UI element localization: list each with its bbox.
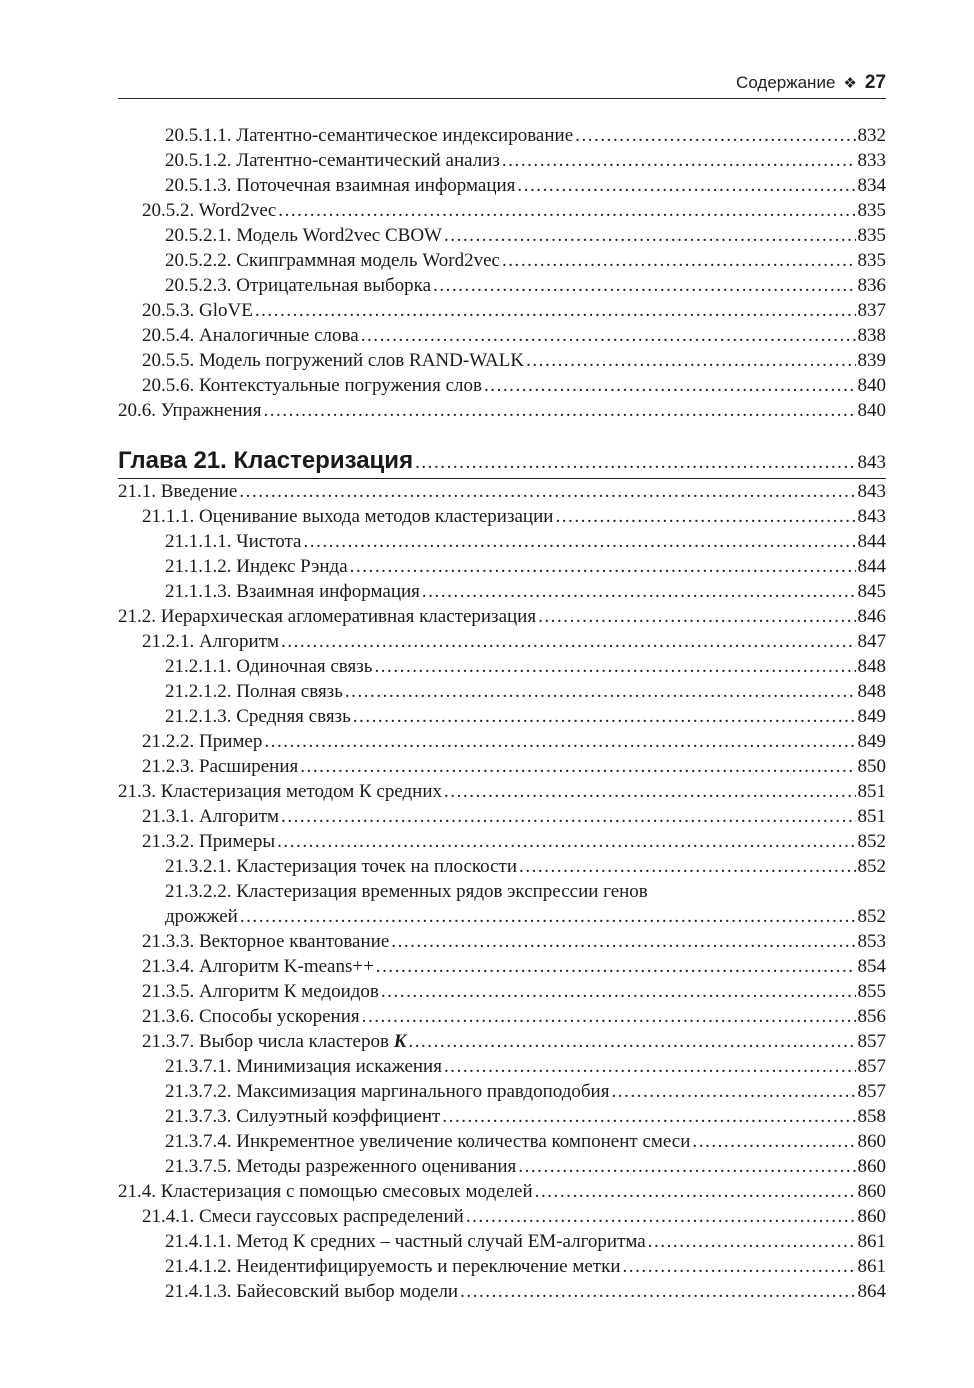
toc-entry-text: 21.1.1. Оценивание выхода методов кластеризации (142, 506, 554, 527)
dot-leader (535, 1179, 856, 1204)
toc-entry[interactable] (118, 729, 886, 754)
toc-entry[interactable] (118, 604, 886, 629)
toc-entry-text: 21.3.7.3. Силуэтный коэффициент (165, 1106, 441, 1127)
dot-leader (692, 1129, 855, 1154)
toc-entry[interactable] (118, 754, 886, 779)
math-k: K (393, 1031, 407, 1052)
chapter-page: 843 (857, 452, 886, 473)
dot-leader (374, 654, 855, 679)
toc-entry[interactable] (118, 629, 886, 654)
toc-entry-text: 20.5.3. GloVE (142, 300, 253, 321)
toc-entry-text: 20.5.6. Контекстуальные погружения слов (142, 375, 482, 396)
running-header (118, 72, 886, 95)
toc-entry-page: 839 (857, 350, 886, 371)
toc-entry-text: 21.3.7.5. Методы разреженного оценивания (165, 1156, 517, 1177)
toc-entry-text: дрожжей (165, 906, 238, 927)
toc-entry-page: 848 (857, 656, 886, 677)
dot-leader (362, 1004, 856, 1029)
toc-entry[interactable] (118, 1129, 886, 1154)
toc-entry-page: 852 (857, 856, 886, 877)
toc-entry[interactable] (118, 223, 886, 248)
toc-entry[interactable] (118, 829, 886, 854)
toc-entry[interactable] (118, 504, 886, 529)
toc-entry-text: 21.3.6. Способы ускорения (142, 1006, 360, 1027)
toc-entry-page: 855 (857, 981, 886, 1002)
toc-entry-page: 860 (857, 1156, 886, 1177)
dot-leader (263, 398, 855, 423)
toc-entry-page: 852 (857, 831, 886, 852)
toc-entry-text: 21.2.3. Расширения (142, 756, 299, 777)
dot-leader (255, 298, 856, 323)
toc-entry-page: 843 (857, 481, 886, 502)
toc-entry-page: 844 (857, 556, 886, 577)
toc-group-c (118, 1054, 886, 1304)
toc-entry[interactable] (118, 1054, 886, 1079)
toc-entry-text: 21.2.1.3. Средняя связь (165, 706, 351, 727)
toc-entry-page: 853 (857, 931, 886, 952)
toc-entry-page: 849 (857, 706, 886, 727)
toc-entry-page: 847 (857, 631, 886, 652)
toc-entry-text: 21.2.2. Пример (142, 731, 263, 752)
toc-entry-page: 858 (857, 1106, 886, 1127)
toc-entry[interactable] (118, 273, 886, 298)
toc-entry-page: 857 (857, 1031, 886, 1052)
dot-leader (350, 554, 856, 579)
toc-entry[interactable] (118, 579, 886, 604)
toc-entry[interactable] (118, 1229, 886, 1254)
toc-entry-line1: 21.3.2.2. Кластеризация временных рядов экспрессии генов (165, 881, 648, 902)
dot-leader (376, 954, 856, 979)
dot-leader (442, 1104, 855, 1129)
toc-entry-page: 845 (857, 581, 886, 602)
toc-entry-text: 20.5.1.2. Латентно-семантический анализ (165, 150, 500, 171)
toc-entry-text: 21.1. Введение (118, 481, 238, 502)
dot-leader (575, 123, 855, 148)
chapter-heading[interactable] (118, 448, 886, 473)
toc-entry-page: 837 (857, 300, 886, 321)
toc-entry-page: 848 (857, 681, 886, 702)
toc-entry-page: 838 (857, 325, 886, 346)
dot-leader (281, 629, 855, 654)
dot-leader (277, 829, 855, 854)
toc-entry[interactable] (118, 854, 886, 879)
toc-entry-text: 21.4.1.2. Неидентифицируемость и переключение метки (165, 1256, 621, 1277)
toc-entry-text: 21.3.5. Алгоритм К медоидов (142, 981, 379, 1002)
dot-leader (433, 273, 855, 298)
toc-entry-text: 21.2.1. Алгоритм (142, 631, 280, 652)
toc-group-b (118, 929, 886, 1029)
toc-entry[interactable] (118, 979, 886, 1004)
toc-entry-page: 857 (857, 1081, 886, 1102)
toc-entry[interactable] (118, 323, 886, 348)
toc-entry-text: 21.1.1.3. Взаимная информация (165, 581, 420, 602)
toc-entry-page: 834 (857, 175, 886, 196)
dot-leader (502, 248, 856, 273)
toc-entry-line2 (118, 904, 886, 929)
toc-entry[interactable] (118, 479, 886, 504)
toc-entry-text: 20.5.2.2. Скипграммная модель Word2vec (165, 250, 500, 271)
toc-entry[interactable] (118, 679, 886, 704)
toc-entry[interactable] (118, 1004, 886, 1029)
toc-entry[interactable] (118, 1254, 886, 1279)
toc-entry-text: 21.3. Кластеризация методом К средних (118, 781, 443, 802)
toc-entry-page: 850 (857, 756, 886, 777)
toc-entry[interactable] (118, 398, 886, 423)
toc-entry[interactable] (118, 654, 886, 679)
toc-entry-text: 20.5.4. Аналогичные слова (142, 325, 359, 346)
toc-entry-text: 21.1.1.1. Чистота (165, 531, 302, 552)
dot-leader (611, 1079, 855, 1104)
dot-leader (526, 348, 855, 373)
toc-entry[interactable] (118, 529, 886, 554)
toc-entry-text: 20.5.2. Word2vec (142, 200, 277, 221)
toc-entry[interactable] (118, 1279, 886, 1304)
toc-entry[interactable] (118, 804, 886, 829)
toc-entry-page: 833 (857, 150, 886, 171)
toc-entry-text: 21.4.1. Смеси гауссовых распределений (142, 1206, 464, 1227)
toc-entry-text: 21.4.1.3. Байесовский выбор модели (165, 1281, 459, 1302)
dot-leader (240, 904, 856, 929)
header-page-number: 27 (864, 72, 886, 93)
toc-entry-page: 852 (857, 906, 886, 927)
toc-entry-choose-k[interactable] (118, 1029, 886, 1054)
toc-entry-text: 21.3.7.1. Минимизация искажения (165, 1056, 442, 1077)
dot-leader (422, 579, 856, 604)
toc-entry-page: 844 (857, 531, 886, 552)
toc-entry-page: 832 (857, 125, 886, 146)
toc-entry-text: 21.1.1.2. Индекс Рэнда (165, 556, 348, 577)
toc-entry-text: 20.5.1.3. Поточечная взаимная информация (165, 175, 516, 196)
toc-entry-text: 21.3.7.2. Максимизация маргинального правдоподобия (165, 1081, 610, 1102)
toc-entry-page: 849 (857, 731, 886, 752)
dot-leader (518, 1154, 855, 1179)
dot-leader (281, 804, 855, 829)
toc-entry-page: 861 (857, 1231, 886, 1252)
toc-entry-page: 861 (857, 1256, 886, 1277)
header-rule (118, 98, 886, 99)
toc-entry-text: 21.4. Кластеризация с помощью смесовых моделей (118, 1181, 533, 1202)
toc-entry-text: 21.3.3. Векторное квантование (142, 931, 390, 952)
dot-leader (408, 1029, 855, 1054)
toc-entry-text: 21.2.1.2. Полная связь (165, 681, 343, 702)
toc-entry-page: 857 (857, 1056, 886, 1077)
table-of-contents (118, 123, 886, 1304)
toc-entry-page: 835 (857, 250, 886, 271)
toc-entry[interactable] (118, 779, 886, 804)
toc-entry[interactable] (118, 148, 886, 173)
toc-entry-wrapped[interactable] (118, 879, 886, 929)
dot-leader (444, 779, 855, 804)
toc-entry-text: 21.4.1.1. Метод К средних – частный случай EM-алгоритма (165, 1231, 646, 1252)
toc-entry-page: 843 (857, 506, 886, 527)
toc-entry-text: 21.2. Иерархическая агломеративная кластеризация (118, 606, 537, 627)
diamond-ornament-icon: ❖ (843, 75, 857, 92)
toc-entry[interactable] (118, 198, 886, 223)
dot-leader (648, 1229, 856, 1254)
toc-entry-page: 856 (857, 1006, 886, 1027)
dot-leader (460, 1279, 855, 1304)
toc-entry[interactable] (118, 1204, 886, 1229)
toc-entry-page: 840 (857, 400, 886, 421)
dot-leader (353, 704, 856, 729)
dot-leader (278, 198, 855, 223)
dot-leader (300, 754, 855, 779)
toc-entry-page: 851 (857, 806, 886, 827)
toc-entry[interactable] (118, 554, 886, 579)
toc-entry-text: 21.3.7. Выбор числа кластеров K (142, 1031, 407, 1052)
dot-leader (519, 854, 855, 879)
toc-entry[interactable] (118, 1154, 886, 1179)
toc-entry-text: 21.2.1.1. Одиночная связь (165, 656, 373, 677)
dot-leader (466, 1204, 856, 1229)
dot-leader (484, 373, 856, 398)
toc-entry[interactable] (118, 929, 886, 954)
toc-entry-page: 860 (857, 1131, 886, 1152)
toc-entry[interactable] (118, 173, 886, 198)
toc-entry[interactable] (118, 1104, 886, 1129)
toc-entry-page: 854 (857, 956, 886, 977)
toc-entry-page: 835 (857, 200, 886, 221)
toc-entry-text: 21.3.2.1. Кластеризация точек на плоскости (165, 856, 518, 877)
toc-entry-page: 836 (857, 275, 886, 296)
toc-entry-page: 835 (857, 225, 886, 246)
toc-entry[interactable] (118, 123, 886, 148)
dot-leader (555, 504, 855, 529)
toc-entry-page: 860 (857, 1206, 886, 1227)
dot-leader (303, 529, 855, 554)
toc-group-a (118, 479, 886, 879)
dot-leader (623, 1254, 856, 1279)
dot-leader (381, 979, 856, 1004)
dot-leader (444, 1054, 856, 1079)
toc-entry[interactable] (118, 298, 886, 323)
toc-entry[interactable] (118, 1179, 886, 1204)
dot-leader (361, 323, 856, 348)
toc-entry-page: 860 (857, 1181, 886, 1202)
chapter-title: Глава 21. Кластеризация (118, 447, 414, 474)
dot-leader (264, 729, 855, 754)
dot-leader (345, 679, 856, 704)
toc-group-top (118, 123, 886, 423)
toc-entry-text: 20.5.1.1. Латентно-семантическое индексирование (165, 125, 574, 146)
toc-entry[interactable] (118, 348, 886, 373)
toc-entry-text: 21.3.4. Алгоритм K-means++ (142, 956, 374, 977)
dot-leader (502, 148, 856, 173)
toc-entry[interactable] (118, 954, 886, 979)
dot-leader (517, 173, 855, 198)
toc-entry-text: 21.3.1. Алгоритм (142, 806, 280, 827)
toc-entry-text: 20.5.2.1. Модель Word2vec CBOW (165, 225, 442, 246)
header-section-title: Содержание (736, 73, 836, 92)
toc-entry[interactable] (118, 704, 886, 729)
toc-entry-page: 864 (857, 1281, 886, 1302)
toc-entry-text: 20.5.5. Модель погружений слов RAND-WALK (142, 350, 525, 371)
toc-entry-page: 851 (857, 781, 886, 802)
toc-entry[interactable] (118, 1079, 886, 1104)
toc-entry-text: 21.3.2. Примеры (142, 831, 276, 852)
toc-entry[interactable] (118, 248, 886, 273)
toc-entry-text: 20.6. Упражнения (118, 400, 262, 421)
dot-leader (391, 929, 855, 954)
toc-entry-page: 846 (857, 606, 886, 627)
toc-entry[interactable] (118, 373, 886, 398)
toc-entry-text: 21.3.7.4. Инкрементное увеличение количества компонент смеси (165, 1131, 691, 1152)
toc-entry-page: 840 (857, 375, 886, 396)
dot-leader (415, 452, 855, 474)
dot-leader (239, 479, 855, 504)
toc-entry-text: 20.5.2.3. Отрицательная выборка (165, 275, 432, 296)
dot-leader (538, 604, 855, 629)
dot-leader (444, 223, 856, 248)
